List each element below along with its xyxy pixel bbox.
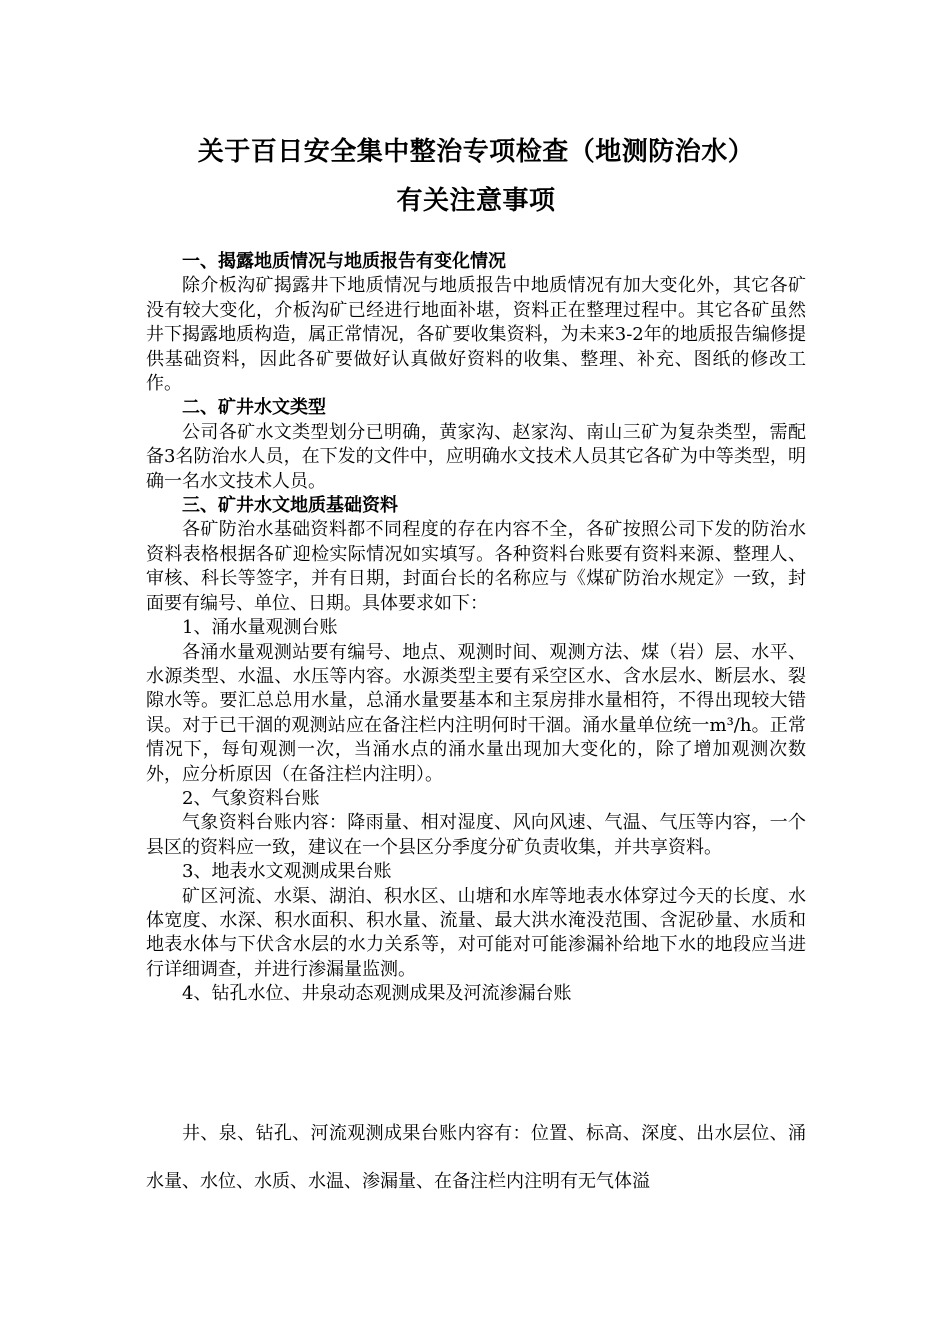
section-3-heading: 三、矿井水文地质基础资料 (182, 495, 398, 517)
section-1-paragraph: 除介板沟矿揭露井下地质情况与地质报告中地质情况有加大变化外，其它各矿没有较大变化，介板沟矿已经进行地面补堪，资料正在整理过程中。其它各矿虽然井下揭露地质构造，属正常情况，各矿要收集资料，为未来3-2年的地质报告编修提供基础资料，因此各矿要做好认真做好资料的收集、整理、补充、图纸的修改工作。 (146, 275, 806, 395)
item-3-title: 3、地表水文观测成果台账 (182, 861, 392, 883)
item-2-paragraph: 气象资料台账内容：降雨量、相对湿度、风向风速、气温、气压等内容，一个县区的资料应一致，建议在一个县区分季度分矿负责收集，并共享资料。 (146, 812, 806, 858)
section-1-heading: 一、揭露地质情况与地质报告有变化情况 (182, 251, 506, 272)
item-4-paragraph: 井、泉、钻孔、河流观测成果台账内容有：位置、标高、深度、出水层位、涌水量、水位、水质、水温、渗漏量、在备注栏内注明有无气体溢 (146, 1123, 806, 1192)
item-1-paragraph: 各涌水量观测站要有编号、地点、观测时间、观测方法、煤（岩）层、水平、水源类型、水温、水压等内容。水源类型主要有采空区水、含水层水、断层水、裂隙水等。要汇总总用水量，总涌水量要基本和主泵房排水量相符，不得出现较大错误。对于已干涸的观测站应在备注栏内注明何时干涸。涌水量单位统一m³/h。正常情况下，每旬观测一次，当涌水点的涌水量出现加大变化的，除了增加观测次数外，应分析原因（在备注栏内注明）。 (146, 641, 806, 785)
item-2-title: 2、气象资料台账 (182, 787, 320, 809)
document-title-line2: 有关注意事项 (396, 186, 556, 216)
item-1-title: 1、涌水量观测台账 (182, 617, 338, 639)
section-3-paragraph: 各矿防治水基础资料都不同程度的存在内容不全，各矿按照公司下发的防治水资料表格根据各矿迎检实际情况如实填写。各种资料台账要有资料来源、整理人、审核、科长等签字，并有日期，封面台长的名称应与《煤矿防治水规定》一致，封面要有编号、单位、日期。具体要求如下： (146, 519, 806, 614)
item-3-paragraph: 矿区河流、水渠、湖泊、积水区、山塘和水库等地表水体穿过今天的长度、水体宽度、水深、积水面积、积水量、流量、最大洪水淹没范围、含泥砂量、水质和地表水体与下伏含水层的水力关系等，对可能对可能渗漏补给地下水的地段应当进行详细调查，并进行渗漏量监测。 (146, 885, 806, 980)
item-4-title: 4、钻孔水位、井泉动态观测成果及河流渗漏台账 (182, 983, 572, 1005)
document-title-line1: 关于百日安全集中整治专项检查（地测防治水） (197, 137, 755, 167)
section-2-heading: 二、矿井水文类型 (182, 397, 326, 419)
item-4-body-block (146, 1110, 806, 1206)
document-body (146, 250, 806, 1007)
section-2-paragraph: 公司各矿水文类型划分已明确，黄家沟、赵家沟、南山三矿为复杂类型，需配备3名防治水人员，在下发的文件中，应明确水文技术人员其它各矿为中等类型，明确一名水文技术人员。 (146, 421, 806, 492)
